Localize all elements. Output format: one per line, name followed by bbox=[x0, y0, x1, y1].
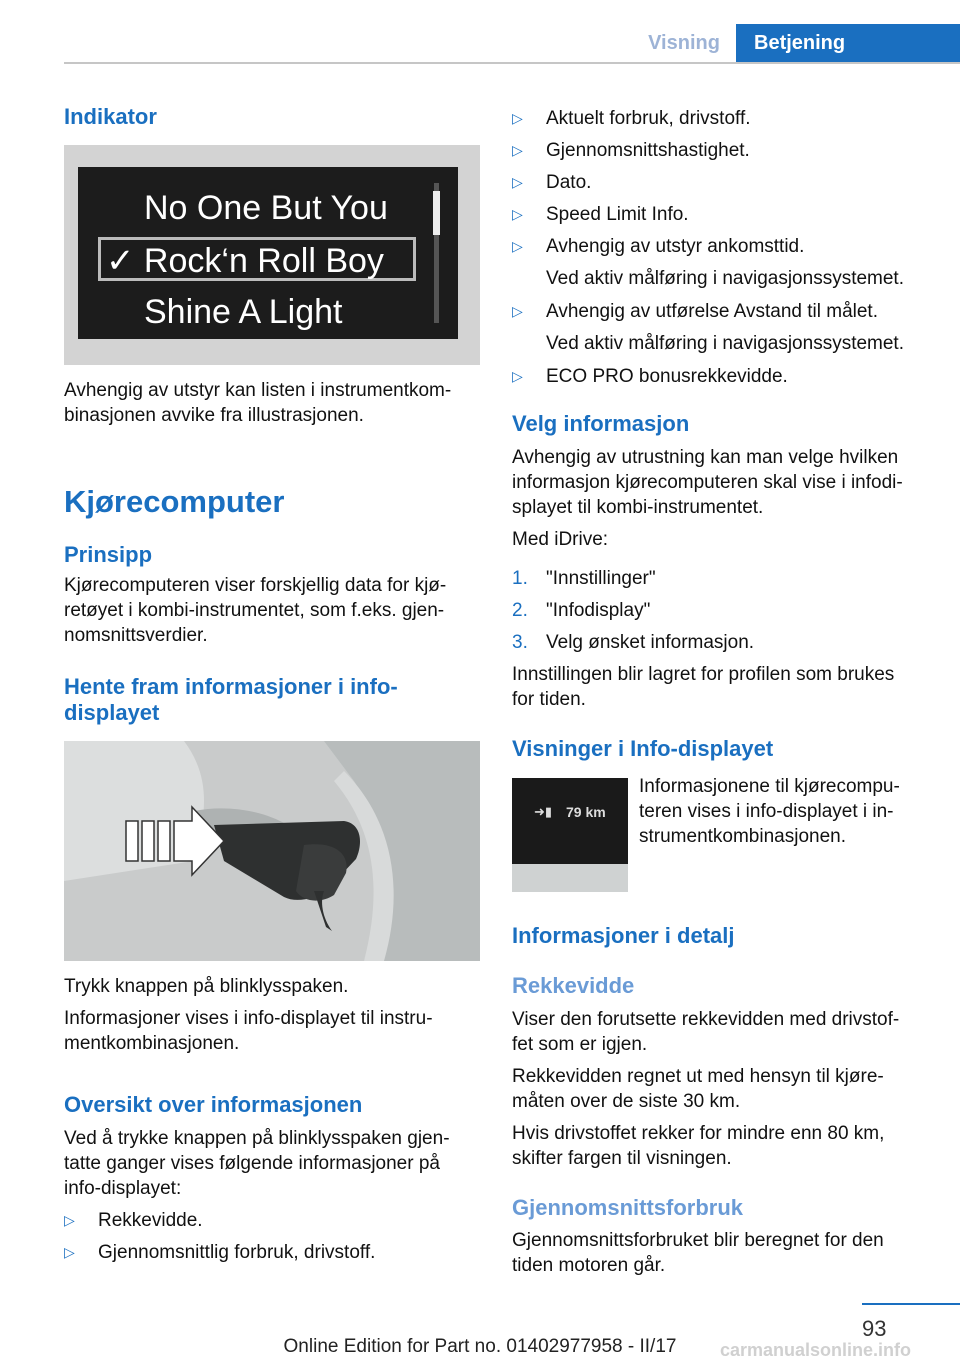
rekkevidde-title: Rekkevidde bbox=[512, 973, 635, 998]
triangle-bullet-icon: ▷ bbox=[64, 1212, 75, 1228]
triangle-bullet-icon: ▷ bbox=[512, 110, 523, 126]
hente-title-1: Hente fram informasjoner i info- bbox=[64, 674, 398, 699]
triangle-bullet-icon: ▷ bbox=[512, 142, 523, 158]
innst-text-1: Innstillingen blir lagret for profilen som brukes bbox=[512, 664, 895, 685]
rek-text-4: måten over de siste 30 km. bbox=[512, 1091, 741, 1112]
indikator-text-1: Avhengig av utstyr kan listen i instrumentkom- bbox=[64, 380, 452, 401]
triangle-bullet-icon: ▷ bbox=[512, 303, 523, 319]
triangle-bullet-icon: ▷ bbox=[512, 174, 523, 190]
step-number: 1. bbox=[512, 568, 528, 589]
indikator-title: Indikator bbox=[64, 104, 157, 129]
info-text-2: mentkombinasjonen. bbox=[64, 1033, 240, 1054]
info-text-1: Informasjoner vises i info-displayet til instru- bbox=[64, 1008, 433, 1029]
stalk-image bbox=[64, 741, 480, 961]
sub-note-2: Ved aktiv målføring i navigasjonssystemet. bbox=[546, 333, 904, 354]
trykk-text: Trykk knappen på blinklysspaken. bbox=[64, 976, 349, 997]
velg-text-3: splayet til kombi-instrumentet. bbox=[512, 497, 764, 518]
prinsipp-text-2: retøyet i kombi-instrumentet, som f.eks. gjen- bbox=[64, 600, 445, 621]
med-idrive-text: Med iDrive: bbox=[512, 529, 609, 550]
section-title: Kjørecomputer bbox=[64, 484, 285, 519]
triangle-bullet-icon: ▷ bbox=[512, 368, 523, 384]
vis-text-3: strumentkombinasjonen. bbox=[639, 826, 846, 847]
screen-scroll-thumb bbox=[433, 191, 440, 235]
page-number: 93 bbox=[862, 1316, 887, 1341]
prinsipp-text-3: nomsnittsverdier. bbox=[64, 625, 208, 646]
rek-text-2: fet som er igjen. bbox=[512, 1034, 648, 1055]
vis-text-1: Informasjonene til kjørecompu- bbox=[639, 776, 900, 797]
visninger-title: Visninger i Info-displayet bbox=[512, 736, 774, 761]
rek-text-6: skifter fargen til visningen. bbox=[512, 1148, 732, 1169]
velg-text-1: Avhengig av utrustning kan man velge hvilken bbox=[512, 447, 899, 468]
footer-divider bbox=[862, 1303, 960, 1305]
oversikt-title: Oversikt over informasjonen bbox=[64, 1092, 363, 1117]
hente-title-2: displayet bbox=[64, 700, 160, 725]
triangle-bullet-icon: ▷ bbox=[512, 206, 523, 222]
rek-text-3: Rekkevidden regnet ut med hensyn til kjøre- bbox=[512, 1066, 884, 1087]
list-screen-image bbox=[64, 145, 480, 365]
stalk-illustration bbox=[64, 741, 480, 961]
oversikt-text-2: tatte ganger vises følgende informasjoner på bbox=[64, 1153, 440, 1174]
vis-text-2: teren vises i info-displayet i in- bbox=[639, 801, 894, 822]
gjen-text-1: Gjennomsnittsforbruket blir beregnet for den bbox=[512, 1230, 884, 1251]
triangle-bullet-icon: ▷ bbox=[512, 238, 523, 254]
step-number: 3. bbox=[512, 632, 528, 653]
screen-item-1: No One But You bbox=[144, 189, 388, 227]
instrument-screen bbox=[78, 167, 458, 339]
rek-text-1: Viser den forutsette rekkevidden med drivstof- bbox=[512, 1009, 900, 1030]
tab-betjening[interactable]: Betjening bbox=[736, 24, 960, 62]
oversikt-text-1: Ved å trykke knappen på blinklysspaken gjen- bbox=[64, 1128, 450, 1149]
prinsipp-text-1: Kjørecomputeren viser forskjellig data for kjø- bbox=[64, 575, 447, 596]
screen-item-3: Shine A Light bbox=[144, 293, 343, 331]
prinsipp-title: Prinsipp bbox=[64, 542, 153, 567]
velg-text-2: informasjon kjørecomputeren skal vise i infodi- bbox=[512, 472, 903, 493]
info-display-image bbox=[512, 778, 628, 892]
info-display-screen bbox=[512, 778, 628, 864]
sub-note-1: Ved aktiv målføring i navigasjonssystemet. bbox=[546, 268, 904, 289]
step-number: 2. bbox=[512, 600, 528, 621]
watermark: carmanualsonline.info bbox=[720, 1340, 912, 1360]
oversikt-text-3: info-displayet: bbox=[64, 1178, 182, 1199]
tab-visning[interactable]: Visning bbox=[648, 31, 720, 54]
edition-footer: Online Edition for Part no. 01402977958 - II/17 bbox=[283, 1336, 677, 1357]
gjen-text-2: tiden motoren går. bbox=[512, 1255, 666, 1276]
rek-text-5: Hvis drivstoffet rekker for mindre enn 80 km, bbox=[512, 1123, 885, 1144]
innst-text-2: for tiden. bbox=[512, 689, 586, 710]
triangle-bullet-icon: ▷ bbox=[64, 1244, 75, 1260]
header-divider bbox=[64, 62, 960, 64]
screen-item-2: ✓ Rock‘n Roll Boy bbox=[106, 242, 384, 280]
detalj-title: Informasjoner i detalj bbox=[512, 923, 735, 948]
velg-title: Velg informasjon bbox=[512, 411, 690, 436]
indikator-text-2: binasjonen avvike fra illustrasjonen. bbox=[64, 405, 364, 426]
fuel-pump-icon: ➜▮ bbox=[534, 804, 553, 819]
range-value: 79 km bbox=[566, 804, 606, 820]
gjen-title: Gjennomsnittsforbruk bbox=[512, 1195, 744, 1220]
